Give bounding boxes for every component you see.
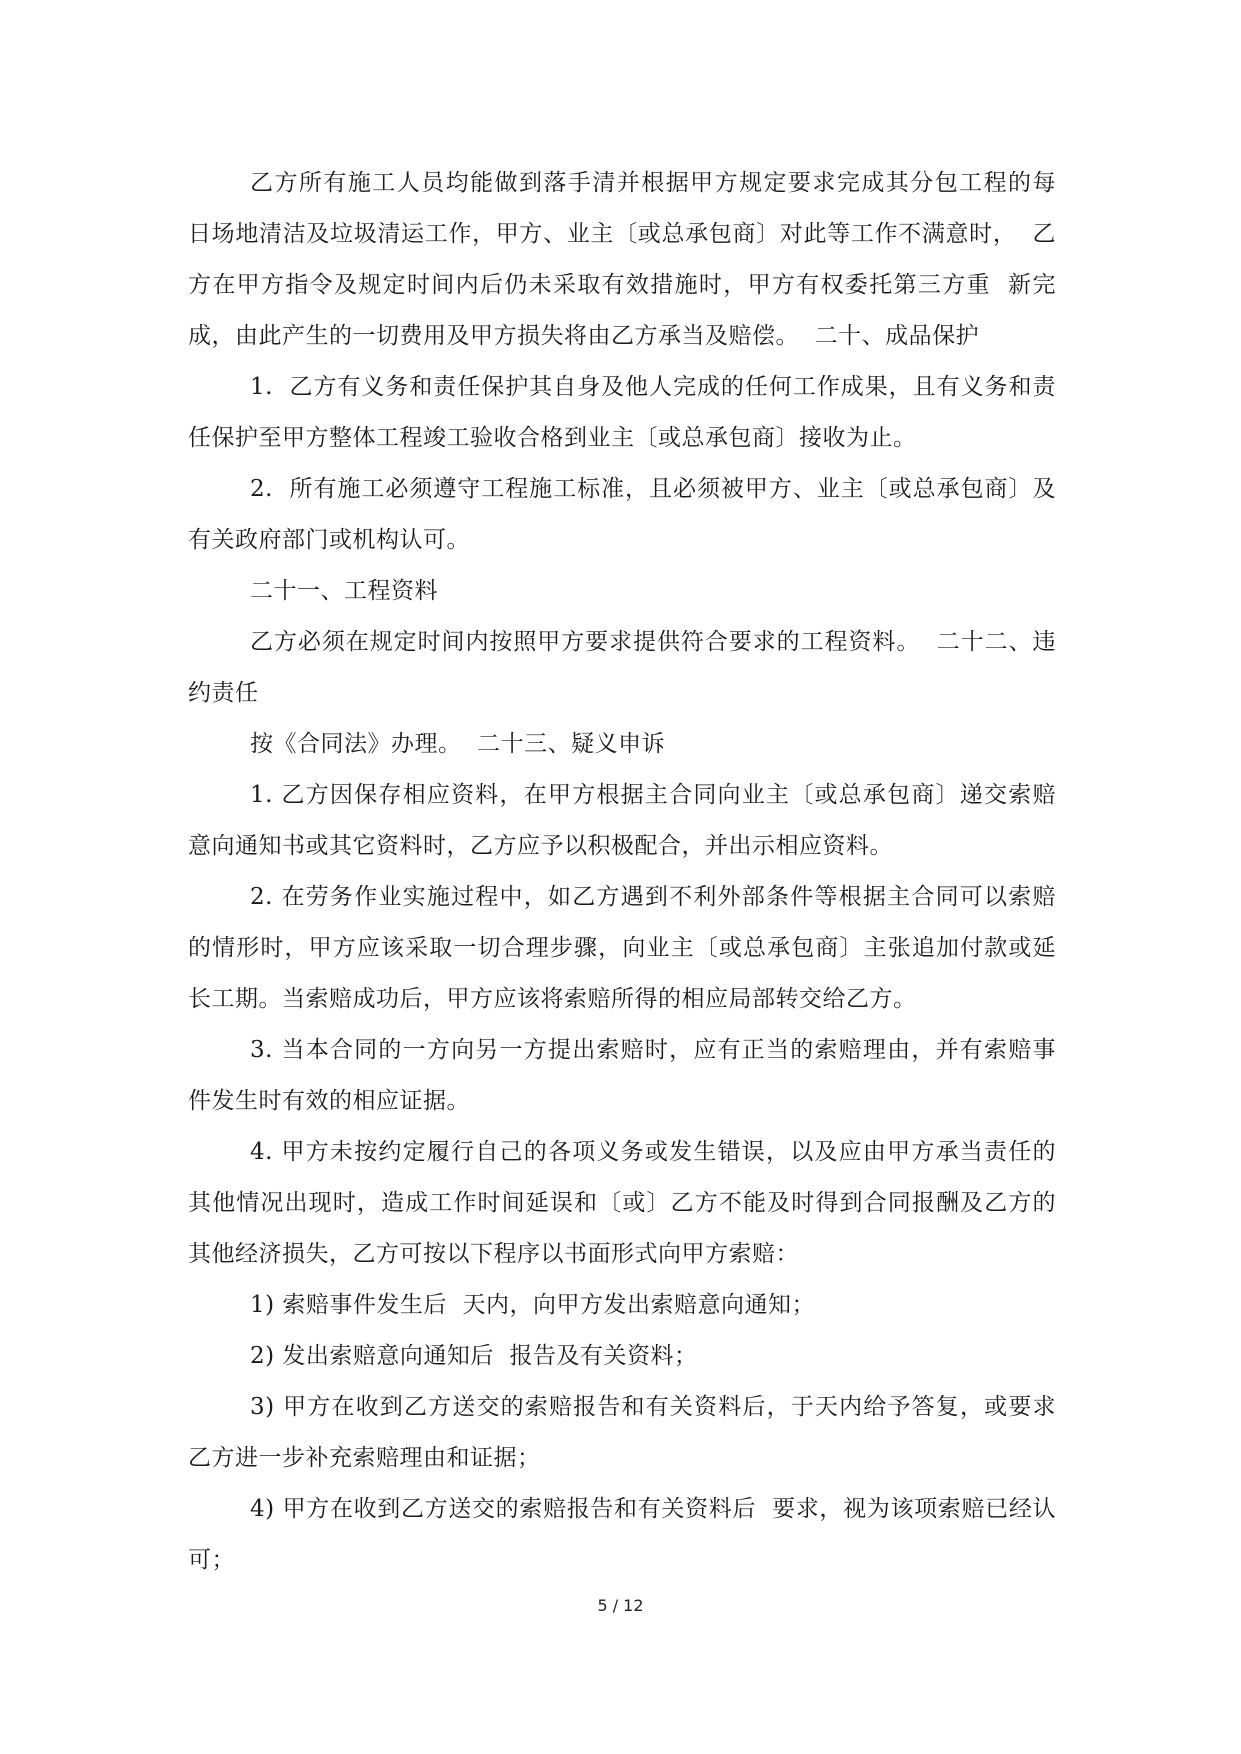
- list-item-claim-step-4: 4) 甲方在收到乙方送交的索赔报告和有关资料后 要求，视为该项索赔已经认可；: [188, 1496, 1056, 1573]
- paragraph-claim-2: 2. 在劳务作业实施过程中，如乙方遇到不利外部条件等根据主合同可以索赔的情形时，甲方应该采取一切合理步骤，向业主〔或总承包商〕主张追加付款或延长工期。当索赔成功后，甲方应该将索赔所得的相应局部转交给乙方。: [188, 884, 1056, 1012]
- paragraph-engineering-data: 乙方必须在规定时间内按照甲方要求提供符合要求的工程资料。 二十二、违约责任: [188, 629, 1056, 706]
- list-item-claim-step-2: 2) 发出索赔意向通知后 报告及有关资料；: [250, 1343, 698, 1369]
- list-item-claim-step-1: 1) 索赔事件发生后 天内，向甲方发出索赔意向通知；: [250, 1292, 816, 1318]
- paragraph-protection-2: 2. 所有施工必须遵守工程施工标准，且必须被甲方、业主〔或总承包商〕及有关政府部门或机构认可。: [188, 476, 1056, 553]
- section-heading-engineering-data: 二十一、工程资料: [250, 578, 438, 604]
- document-body: [188, 158, 1072, 1586]
- page-number: 5 / 12: [597, 1596, 644, 1615]
- paragraph-site-cleaning: 乙方所有施工人员均能做到落手清并根据甲方规定要求完成其分包工程的每 日场地清洁及垃圾清运工作，甲方、业主〔或总承包商〕对此等工作不满意时， 乙方在甲方指令及规定时间内后仍未采取有效措施时，甲方有权委托第三方重 新完成，由此产生的一切费用及甲方损失将由乙方承当及赔偿。 二十、成品保护: [188, 170, 1072, 349]
- list-item-claim-step-3: 3) 甲方在收到乙方送交的索赔报告和有关资料后，于天内给予答复，或要求乙方进一步补充索赔理由和证据；: [188, 1394, 1056, 1471]
- paragraph-claim-3: 3. 当本合同的一方向另一方提出索赔时，应有正当的索赔理由，并有索赔事件发生时有效的相应证据。: [188, 1037, 1056, 1114]
- paragraph-claim-4: 4. 甲方未按约定履行自己的各项义务或发生错误，以及应由甲方承当责任的其他情况出现时，造成工作时间延误和〔或〕乙方不能及时得到合同报酬及乙方的其他经济损失，乙方可按以下程序以书面形式向甲方索赔：: [188, 1139, 1056, 1267]
- paragraph-breach-liability: 按《合同法》办理。 二十三、疑义申诉: [250, 731, 666, 757]
- paragraph-protection-1: 1. 乙方有义务和责任保护其自身及他人完成的任何工作成果，且有义务和责任保护至甲方整体工程竣工验收合格到业主〔或总承包商〕接收为止。: [188, 374, 1056, 451]
- paragraph-claim-1: 1. 乙方因保存相应资料，在甲方根据主合同向业主〔或总承包商〕递交索赔意向通知书或其它资料时，乙方应予以积极配合，并出示相应资料。: [188, 782, 1056, 859]
